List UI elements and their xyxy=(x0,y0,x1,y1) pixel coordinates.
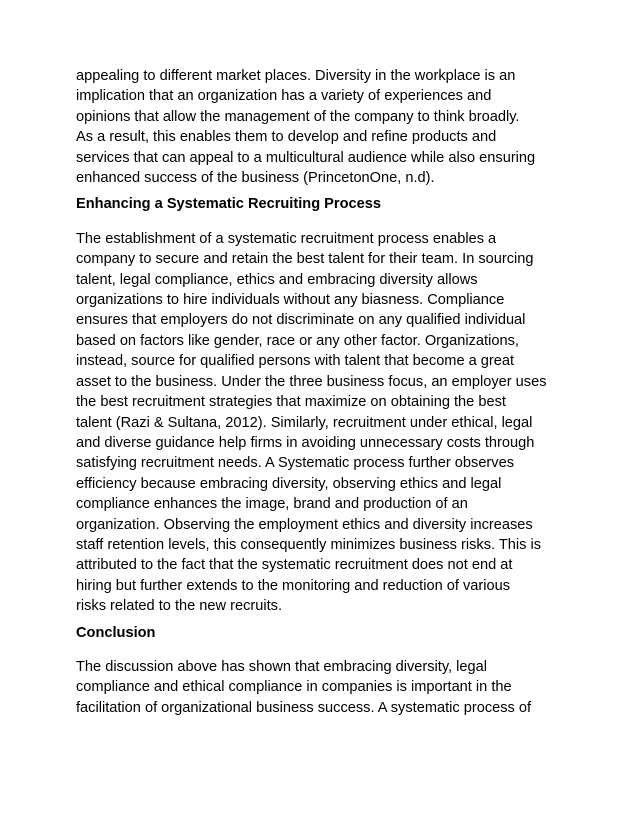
text-line: facilitation of organizational business success. A systematic process of xyxy=(76,699,532,716)
text-line: The establishment of a systematic recruitment process enables a xyxy=(76,230,497,247)
text-line: compliance enhances the image, brand and production of an xyxy=(76,496,468,513)
text-line: As a result, this enables them to develop and refine products and xyxy=(76,129,497,146)
text-line: risks related to the new recruits. xyxy=(76,598,283,615)
text-line: efficiency because embracing diversity, observing ethics and legal xyxy=(76,475,502,492)
text-line: implication that an organization has a variety of experiences and xyxy=(76,88,492,105)
body-paragraph-conclusion xyxy=(76,657,572,718)
text-line: ensures that employers do not discriminate on any qualified individual xyxy=(76,312,526,329)
text-line: appealing to different market places. Diversity in the workplace is an xyxy=(76,68,516,84)
text-line: instead, source for qualified persons with talent that become a great xyxy=(76,353,515,370)
text-line: talent (Razi & Sultana, 2012). Similarly, recruitment under ethical, legal xyxy=(76,414,533,431)
text-line: opinions that allow the management of the company to think broadly. xyxy=(76,108,520,125)
text-line: based on factors like gender, race or any other factor. Organizations, xyxy=(76,332,519,349)
text-line: the best recruitment strategies that maximize on obtaining the best xyxy=(76,394,506,411)
document-page xyxy=(76,66,572,718)
text-line: and diverse guidance help firms in avoiding unnecessary costs through xyxy=(76,434,535,451)
text-line: services that can appeal to a multicultural audience while also ensuring xyxy=(76,149,536,166)
text-line: organizations to hire individuals without any biasness. Compliance xyxy=(76,292,505,309)
text-line: asset to the business. Under the three business focus, an employer uses xyxy=(76,373,547,390)
text-line: The discussion above has shown that embracing diversity, legal xyxy=(76,658,488,675)
text-line: hiring but further extends to the monitoring and reduction of various xyxy=(76,577,511,594)
section-heading-recruiting: Enhancing a Systematic Recruiting Process xyxy=(76,196,381,213)
text-line: organization. Observing the employment ethics and diversity increases xyxy=(76,516,533,533)
text-line: company to secure and retain the best talent for their team. In sourcing xyxy=(76,251,534,268)
body-paragraph-recruiting xyxy=(76,229,572,617)
text-line: staff retention levels, this consequently minimizes business risks. This is xyxy=(76,536,542,553)
text-line: talent, legal compliance, ethics and embracing diversity allows xyxy=(76,271,478,288)
text-line: compliance and ethical compliance in companies is important in the xyxy=(76,679,512,696)
text-line: enhanced success of the business (PrincetonOne, n.d). xyxy=(76,170,435,187)
text-line: attributed to the fact that the systematic recruitment does not end at xyxy=(76,557,513,574)
text-line: satisfying recruitment needs. A Systematic process further observes xyxy=(76,455,515,472)
body-paragraph-diversity xyxy=(76,66,572,188)
section-heading-conclusion: Conclusion xyxy=(76,624,156,641)
